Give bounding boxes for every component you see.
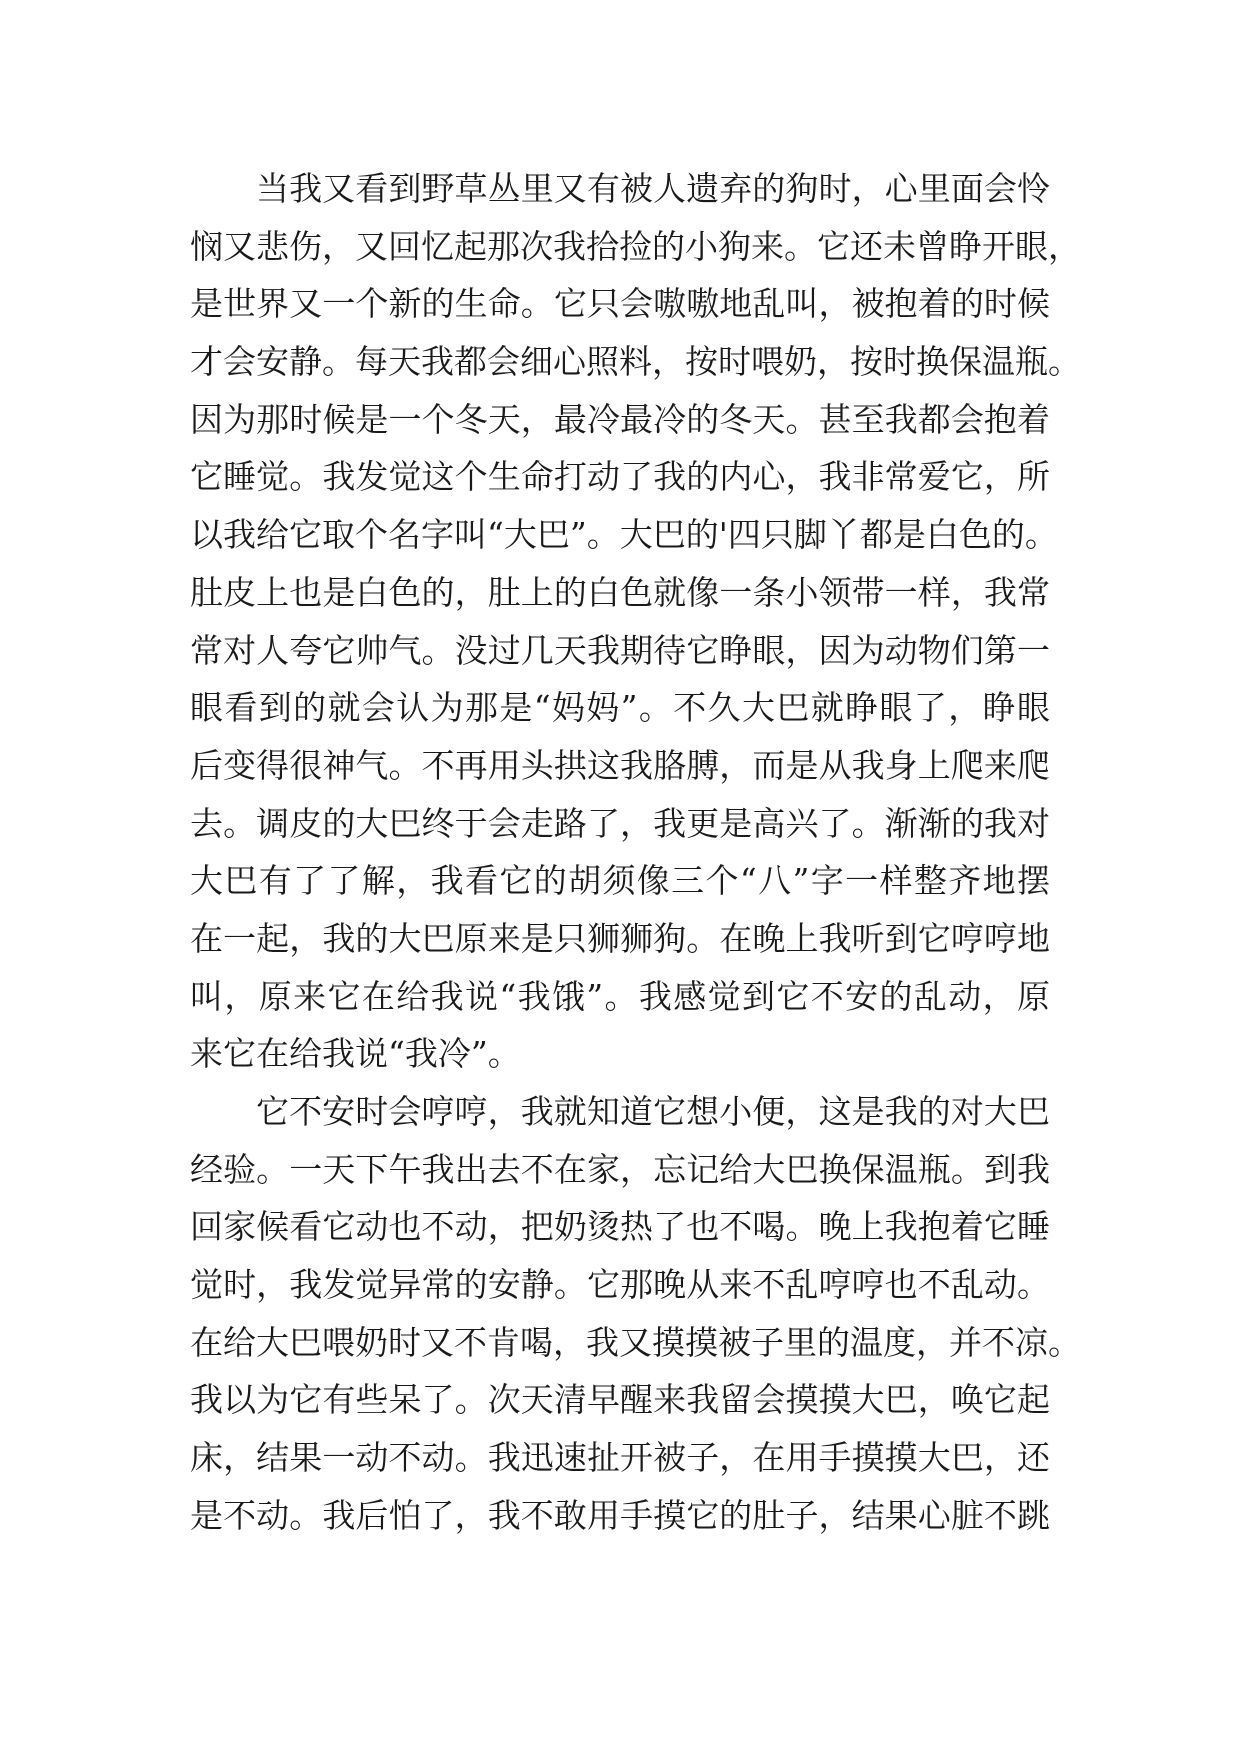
text-line: 肚皮上也是白色的，肚上的白色就像一条小领带一样，我常 xyxy=(190,572,1050,612)
paragraph-2 xyxy=(190,1083,1081,1545)
text-line: 以我给它取个名字叫“大巴”。大巴的'四只脚丫都是白色的。 xyxy=(190,515,1058,555)
text-line: 觉时，我发觉异常的安静。它那晚从来不乱哼哼也不乱动。 xyxy=(190,1265,1050,1305)
text-line: 去。调皮的大巴终于会走路了，我更是高兴了。渐渐的我对 xyxy=(190,803,1050,843)
text-line: 是不动。我后怕了，我不敢用手摸它的肚子，结果心脏不跳 xyxy=(190,1495,1050,1535)
text-line: 当我又看到野草丛里又有被人遗弃的狗时，心里面会怜 xyxy=(256,169,1050,208)
text-line: 我以为它有些呆了。次天清早醒来我留会摸摸大巴，唤它起 xyxy=(190,1380,1050,1420)
text-line: 叫，原来它在给我说“我饿”。我感觉到它不安的乱动，原 xyxy=(190,976,1050,1016)
document-body xyxy=(190,160,1081,1545)
text-line: 经验。一天下午我出去不在家，忘记给大巴换保温瓶。到我 xyxy=(190,1149,1050,1189)
text-line: 大巴有了了解，我看它的胡须像三个“八”字一样整齐地摆 xyxy=(190,861,1050,901)
text-line: 它睡觉。我发觉这个生命打动了我的内心，我非常爱它，所 xyxy=(190,457,1050,497)
text-line: 在给大巴喂奶时又不肯喝，我又摸摸被子里的温度，并不凉。 xyxy=(190,1322,1081,1362)
text-line: 床，结果一动不动。我迅速扯开被子，在用手摸摸大巴，还 xyxy=(190,1438,1050,1478)
text-line: 在一起，我的大巴原来是只狮狮狗。在晚上我听到它哼哼地 xyxy=(190,918,1050,958)
text-line: 是世界又一个新的生命。它只会嗷嗷地乱叫，被抱着的时候 xyxy=(190,284,1050,324)
text-line: 回家候看它动也不动，把奶烫热了也不喝。晚上我抱着它睡 xyxy=(190,1207,1050,1247)
text-line: 才会安静。每天我都会细心照料，按时喂奶，按时换保温瓶。 xyxy=(190,342,1081,382)
text-line: 来它在给我说“我冷”。 xyxy=(190,1034,521,1074)
text-line: 因为那时候是一个冬天，最冷最冷的冬天。甚至我都会抱着 xyxy=(190,399,1050,439)
text-line: 常对人夸它帅气。没过几天我期待它睁眼，因为动物们第一 xyxy=(190,630,1050,670)
paragraph-1 xyxy=(190,160,1081,1083)
text-line: 它不安时会哼哼，我就知道它想小便，这是我的对大巴 xyxy=(256,1092,1050,1131)
text-line: 后变得很神气。不再用头拱这我胳膊，而是从我身上爬来爬 xyxy=(190,745,1050,785)
text-line: 眼看到的就会认为那是“妈妈”。不久大巴就睁眼了，睁眼 xyxy=(190,688,1050,728)
text-line: 悯又悲伤，又回忆起那次我拾捡的小狗来。它还未曾睁开眼， xyxy=(190,226,1081,266)
